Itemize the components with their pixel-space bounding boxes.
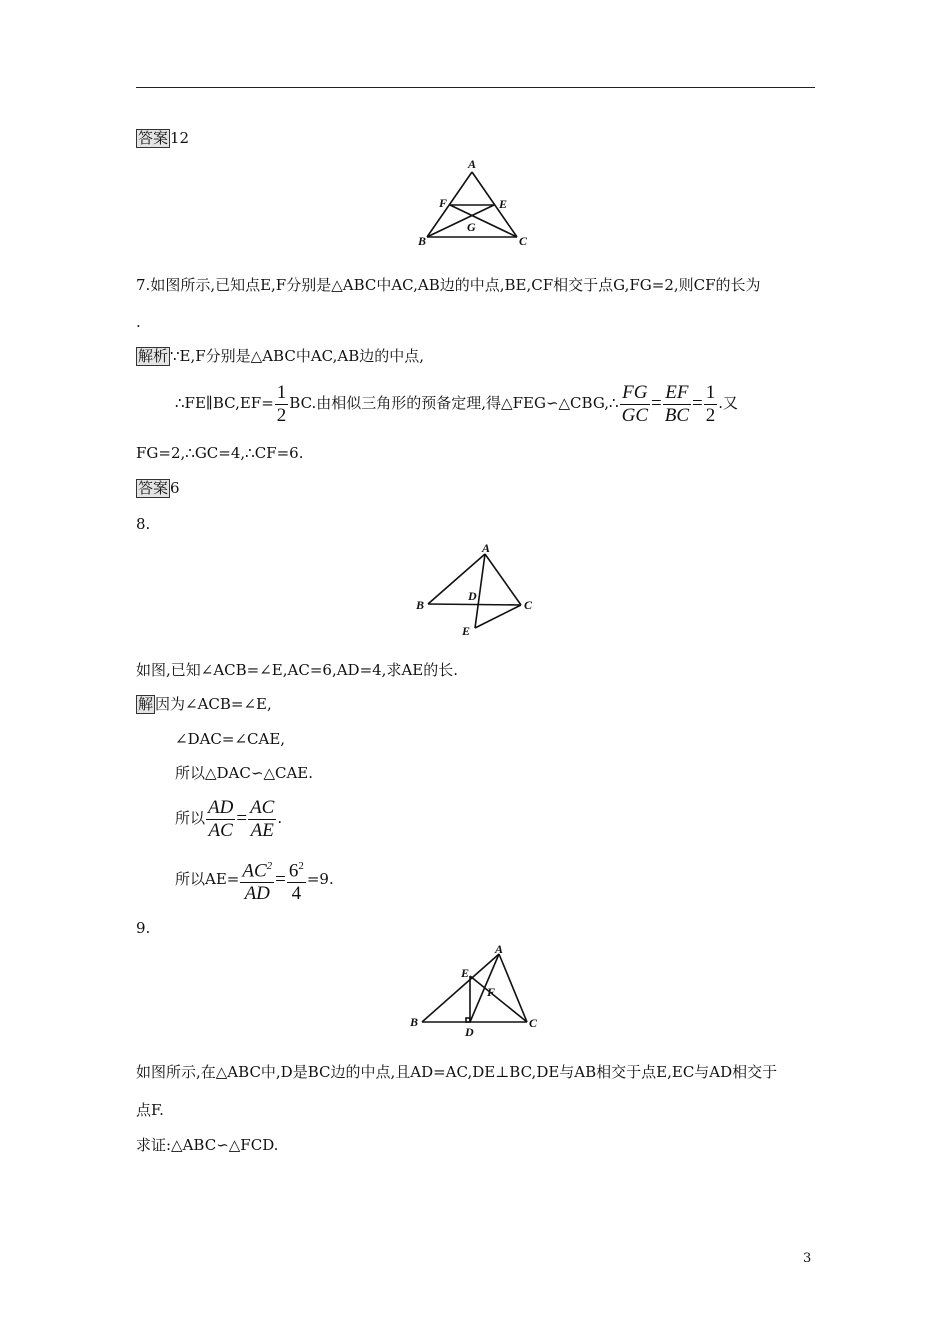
fig3-label-a: A bbox=[495, 942, 504, 956]
q9-text-line1: 如图所示,在△ABC中,D是BC边的中点,且AD=AC,DE⊥BC,DE与AB相交于点E,EC与AD相交于 bbox=[136, 1063, 778, 1081]
q7-blank: . bbox=[136, 313, 141, 331]
fig1-label-a: A bbox=[468, 157, 477, 171]
fig1-label-f: F bbox=[439, 196, 448, 210]
fig2-label-c: C bbox=[524, 598, 533, 612]
header-rule bbox=[136, 87, 815, 88]
q8-solution-line1: 解 因为∠ACB=∠E, bbox=[138, 695, 272, 713]
q9-number: 9. bbox=[136, 919, 151, 937]
q7-analysis-line2: ∴FE∥BC,EF= $\frac{1}{2}$ BC.由相似三角形的预备定理,得△FEG∽△CBG,∴ $\frac{FG}{GC}$ = $\frac{EF}{BC}$ = $\frac{1}{2}$ .又 bbox=[175, 381, 738, 426]
q9-text-line2: 点F. bbox=[136, 1101, 164, 1119]
fig2-label-a: A bbox=[482, 541, 491, 555]
fig3-label-c: C bbox=[529, 1016, 538, 1030]
q7-number: 7. bbox=[136, 276, 151, 294]
q7-text bbox=[136, 275, 761, 295]
answer-line-1 bbox=[136, 128, 189, 148]
q7-body: 如图所示,已知点E,F分别是△ABC中AC,AB边的中点,BE,CF相交于点G,FG=2,则CF的长为 bbox=[150, 276, 761, 294]
figure-triangle-fge bbox=[410, 155, 540, 250]
q7-answer: 答案 6 bbox=[138, 479, 180, 497]
fig3-label-b: B bbox=[410, 1015, 419, 1029]
fraction-ef-bc: $\frac{EF}{BC}$ bbox=[664, 381, 689, 426]
fraction-ac-ae: $\frac{AC}{AE}$ bbox=[250, 796, 275, 841]
fraction-ad-ac: $\frac{AD}{AC}$ bbox=[208, 796, 234, 841]
fig2-label-d: D bbox=[468, 589, 477, 603]
q7-analysis-line3: FG=2,∴GC=4,∴CF=6. bbox=[136, 444, 304, 462]
fig2-label-b: B bbox=[416, 598, 425, 612]
fig3-label-e: E bbox=[461, 966, 470, 980]
page-number: 3 bbox=[803, 1251, 812, 1266]
fig1-label-c: C bbox=[519, 234, 528, 248]
q7-analysis-line1: 解析 ∵E,F分别是△ABC中AC,AB边的中点, bbox=[138, 347, 424, 365]
figure-triangle-dac bbox=[405, 538, 545, 643]
q8-solution-line4: 所以 $\frac{AD}{AC}$ = $\frac{AC}{AE}$ . bbox=[175, 796, 283, 841]
fig1-label-b: B bbox=[418, 234, 427, 248]
answer-tag: 答案 bbox=[138, 129, 169, 147]
q8-number: 8. bbox=[136, 515, 151, 533]
fraction-half: $\frac{1}{2}$ bbox=[276, 381, 287, 426]
q8-solution-line5: 所以AE= $\frac{AC^2}{AD}$ = $\frac{6^2}{4}$ =9. bbox=[175, 855, 334, 905]
answer-value: 12 bbox=[170, 129, 190, 147]
answer-tag-2: 答案 bbox=[138, 479, 169, 497]
analysis-tag: 解析 bbox=[138, 347, 169, 365]
fraction-fg-gc: $\frac{FG}{GC}$ bbox=[621, 381, 648, 426]
fig1-label-g: G bbox=[467, 220, 476, 234]
fraction-half-2: $\frac{1}{2}$ bbox=[705, 381, 716, 426]
fraction-62-4: $\frac{6^2}{4}$ bbox=[287, 855, 306, 905]
q8-solution-line2: ∠DAC=∠CAE, bbox=[175, 730, 286, 748]
fig3-label-d: D bbox=[465, 1025, 474, 1039]
fig2-label-e: E bbox=[462, 624, 471, 638]
q8-solution-line3: 所以△DAC∽△CAE. bbox=[175, 764, 314, 782]
fig3-label-f: F bbox=[487, 985, 496, 999]
figure-triangle-abc-midpoint bbox=[400, 940, 550, 1040]
solution-tag: 解 bbox=[138, 695, 154, 713]
q8-text: 如图,已知∠ACB=∠E,AC=6,AD=4,求AE的长. bbox=[136, 661, 459, 679]
q9-text-line3: 求证:△ABC∽△FCD. bbox=[136, 1136, 279, 1154]
fig1-label-e: E bbox=[499, 197, 508, 211]
fraction-ac2-ad: $\frac{AC^2}{AD}$ bbox=[240, 855, 274, 905]
